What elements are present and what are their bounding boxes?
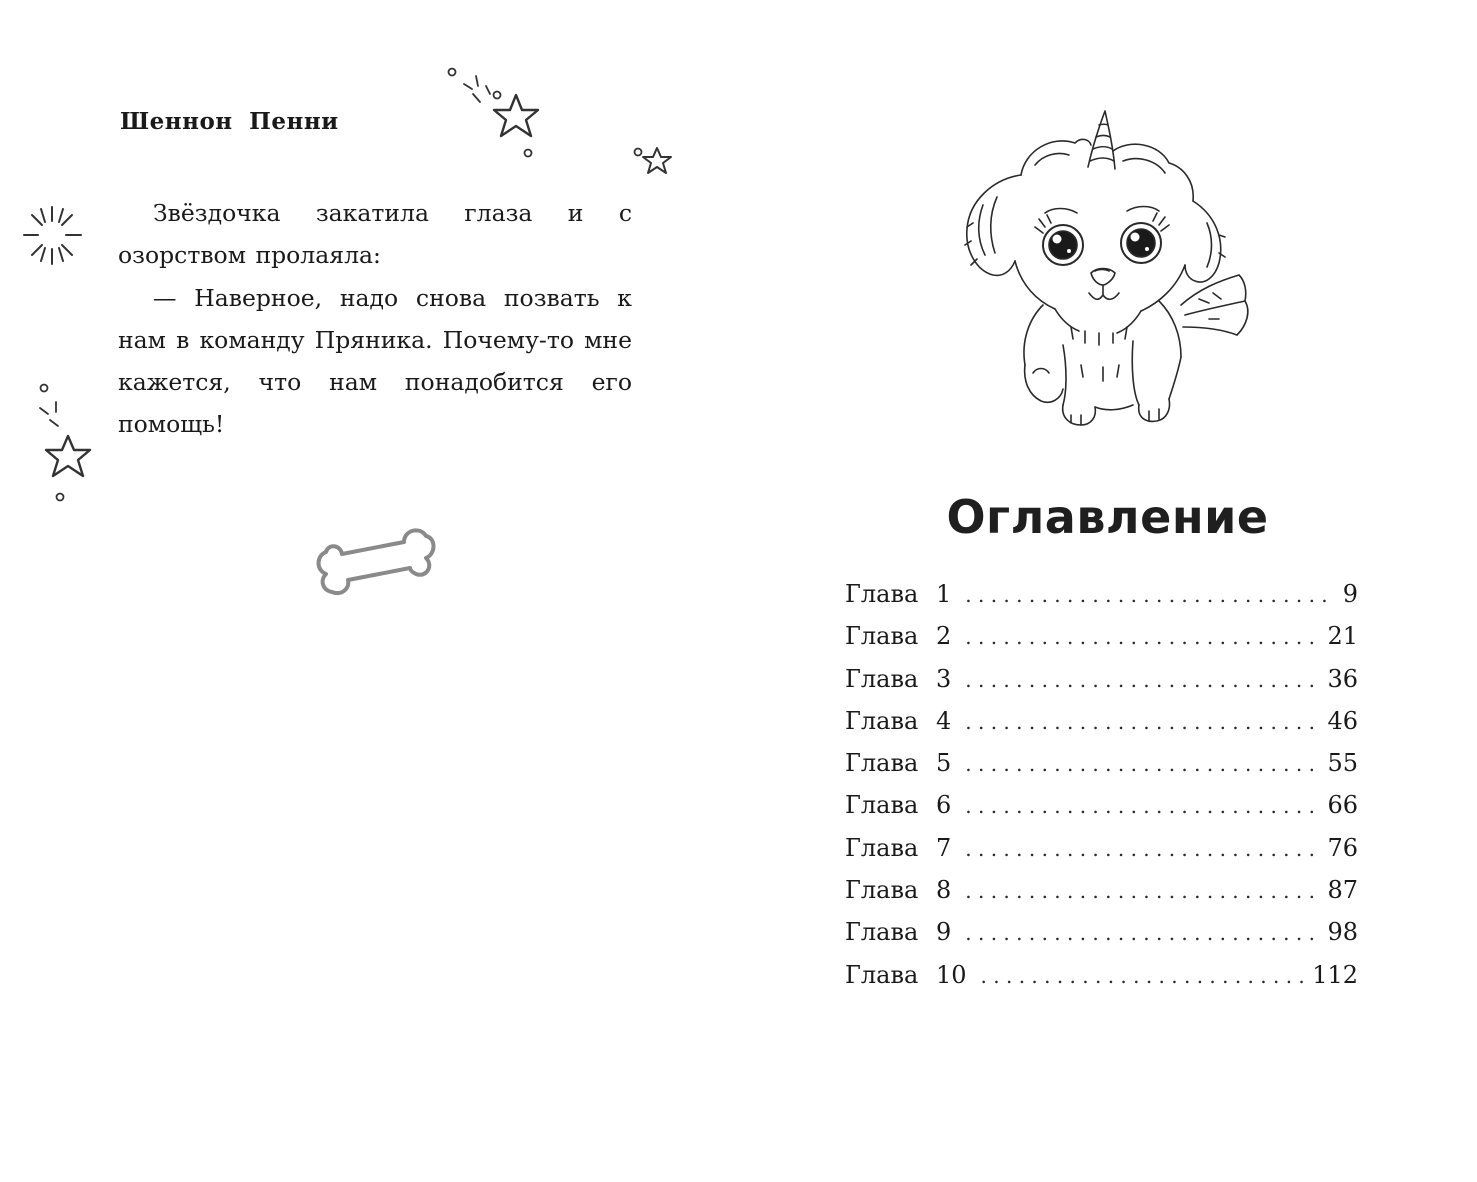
right-page	[738, 0, 1477, 1182]
toc-chapter-number: 5	[936, 749, 952, 778]
small-circle-icon	[57, 494, 64, 501]
toc-row[interactable]	[845, 742, 1358, 784]
toc-row[interactable]	[845, 784, 1358, 826]
toc-row[interactable]	[845, 954, 1358, 996]
toc-leader-dots	[965, 870, 1319, 912]
small-circle-icon	[494, 92, 501, 99]
toc-label: Глава	[845, 706, 919, 735]
toc-label: Глава	[845, 960, 919, 989]
toc-chapter-number: 3	[936, 664, 952, 693]
paragraph: — Наверное, надо снова позвать к нам в команду Пряника. Почему-то мне кажется, что нам понадобится его помощь!	[118, 283, 632, 439]
toc-page-number: 9	[1342, 580, 1358, 608]
toc-chapter-number: 1	[936, 580, 952, 608]
toc-leader-dots	[965, 659, 1319, 701]
paragraph: Звёздочка закатила глаза и с озорством пролаяла:	[118, 199, 632, 270]
toc-row[interactable]	[845, 658, 1358, 700]
toc-chapter-number: 10	[936, 960, 967, 989]
toc-title: Оглавление	[946, 490, 1269, 544]
toc-chapter-number: 8	[936, 876, 952, 905]
toc-row[interactable]	[845, 573, 1358, 615]
toc-leader-dots	[965, 616, 1319, 658]
toc-leader-dots	[965, 828, 1319, 870]
toc-chapter-number: 6	[936, 791, 952, 820]
sparkle-icon	[40, 402, 58, 426]
toc-page-number: 87	[1327, 876, 1358, 905]
toc-leader-dots	[981, 955, 1305, 997]
left-page	[0, 0, 738, 1182]
toc-page-number: 98	[1327, 918, 1358, 947]
toc-chapter-number: 9	[936, 918, 952, 947]
star-icon	[46, 436, 90, 476]
toc-label: Глава	[845, 833, 919, 862]
toc-page-number: 76	[1327, 833, 1358, 862]
toc-leader-dots	[965, 785, 1319, 827]
toc-leader-dots	[965, 701, 1319, 743]
small-circle-icon	[449, 69, 456, 76]
toc-label: Глава	[845, 622, 919, 651]
small-circle-icon	[525, 150, 532, 157]
toc-leader-dots	[965, 743, 1319, 785]
toc-label: Глава	[845, 580, 919, 608]
small-circle-icon	[41, 385, 48, 392]
toc-row[interactable]	[845, 827, 1358, 869]
star-icon	[494, 95, 538, 136]
toc-page-number: 66	[1327, 791, 1358, 820]
toc-label: Глава	[845, 876, 919, 905]
toc-leader-dots	[965, 912, 1319, 954]
toc-page-number: 36	[1327, 664, 1358, 693]
toc-row[interactable]	[845, 869, 1358, 911]
toc-chapter-number: 4	[936, 706, 952, 735]
toc-chapter-number: 2	[936, 622, 952, 651]
toc-page-number: 46	[1327, 706, 1358, 735]
burst-icon	[20, 203, 85, 268]
toc-page-number: 21	[1327, 622, 1358, 651]
toc-row[interactable]	[845, 700, 1358, 742]
toc-row[interactable]	[845, 615, 1358, 657]
toc-label: Глава	[845, 664, 919, 693]
star-cluster-bottom	[30, 378, 105, 506]
toc-page-number: 112	[1312, 960, 1358, 989]
toc-label: Глава	[845, 918, 919, 947]
toc-label: Глава	[845, 749, 919, 778]
unicorn-puppy-illustration	[963, 105, 1253, 430]
star-icon	[643, 148, 671, 173]
bone-icon	[312, 524, 440, 600]
table-of-contents	[845, 573, 1358, 996]
toc-chapter-number: 7	[936, 833, 952, 862]
toc-leader-dots	[965, 574, 1334, 616]
star-cluster-right	[630, 142, 675, 182]
sparkle-icon	[464, 76, 490, 102]
story-text	[118, 192, 632, 446]
author-name: Шеннон Пенни	[120, 108, 339, 135]
star-cluster-top	[440, 62, 550, 162]
toc-row[interactable]	[845, 911, 1358, 953]
toc-label: Глава	[845, 791, 919, 820]
toc-page-number: 55	[1327, 749, 1358, 778]
small-circle-icon	[635, 149, 642, 156]
